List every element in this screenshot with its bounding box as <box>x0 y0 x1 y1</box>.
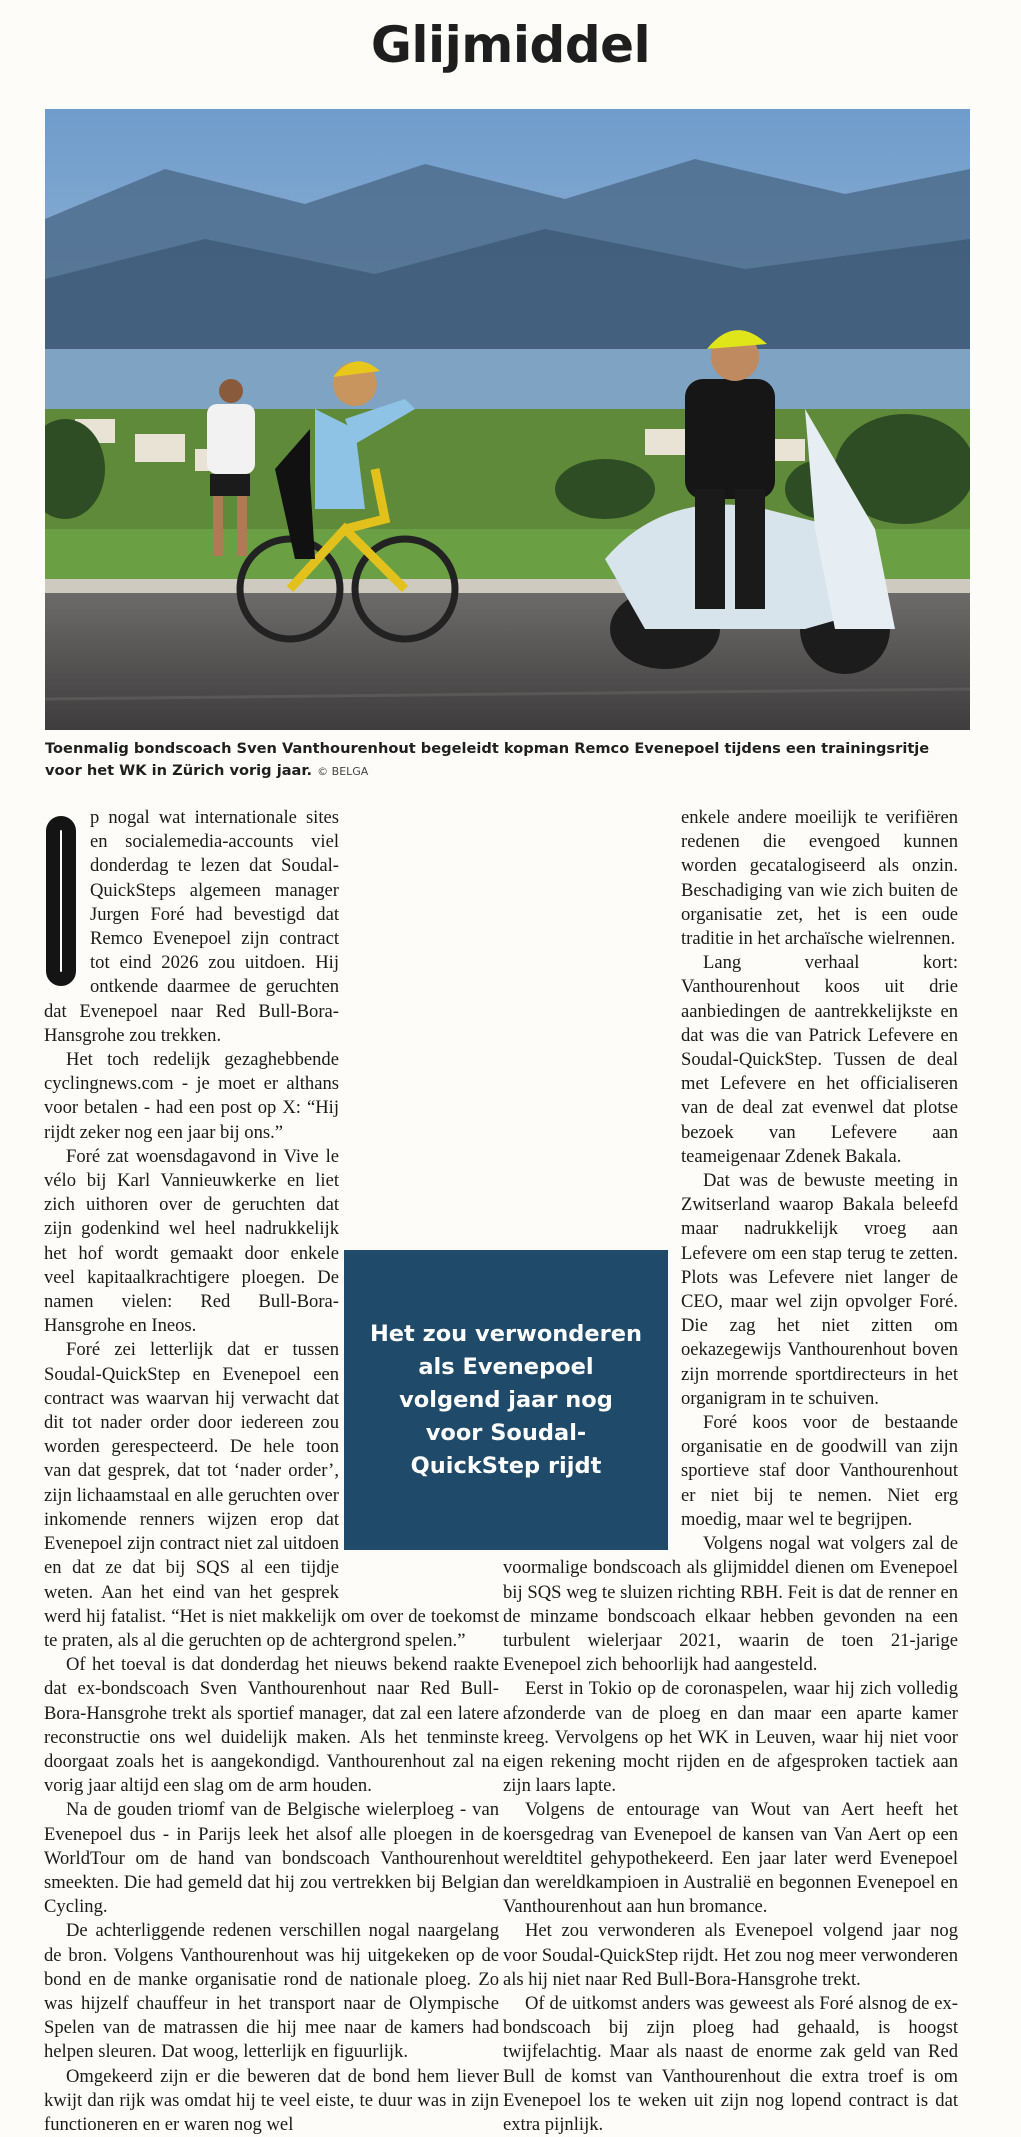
paragraph: p nogal wat internationale sites en socialemedia-accounts viel donderdag te lezen dat Soudal-QuickSteps algemeen manager Jurgen Foré had bevestigd dat Remco Evenepoel zijn contract tot eind 2026 zou uitdoen. Hij ontkende daarmee de geruchten dat Evenepoel naar Red Bull-Bora-Hansgrohe zou trekken. <box>44 807 339 1046</box>
paragraph: Foré zat woensdagavond in Vive le vélo bij Karl Vannieuwkerke en liet zich uithoren over de geruchten dat zijn godenkind wel heel nadrukkelijk het hof wordt gemaakt door enkele veel kapitaalkrachtigere ploegen. De namen vielen: Red Bull-Bora-Hansgrohe en Ineos. <box>44 1145 339 1337</box>
paragraph: enkele andere moeilijk te verifiëren redenen die evengoed kunnen worden gecatalogiseerd als onzin. Beschadiging van wie zich buiten de organisatie zet, het is een oude traditie in het archaïsche wielrennen. <box>681 807 958 950</box>
paragraph: Of het toeval is dat donderdag het nieuws bekend raakte dat ex-bondscoach Sven Vanthourenhout naar Red Bull-Bora-Hansgrohe trekt als sportief manager, dat zal een latere reconstructie ons wel duidelijk maken. Als het tenminste doorgaat zoals het is aangekondigd. Vanthourenhout zal na vorig jaar altijd een slag om de arm houden. <box>44 1654 499 1797</box>
caption-text: Toenmalig bondscoach Sven Vanthourenhout begeleidt kopman Remco Evenepoel tijdens een trainingsritje voor het WK in Zürich vorig jaar. <box>45 740 930 779</box>
photo-credit: © BELGA <box>317 765 369 778</box>
paragraph: Na de gouden triomf van de Belgische wielerploeg - van Evenepoel dus - in Parijs leek het alsof alle ploegen in de WorldTour om de hand van bondscoach Vanthourenhout smeekten. Die had gemeld dat hij zou vertrekken bij Belgian Cycling. <box>44 1799 499 1918</box>
paragraph: Foré koos voor de bestaande organisatie en de goodwill van zijn sportieve staf door Vanthourenhout er niet bij te nemen. Niet erg moedig, maar wel te begrijpen. <box>681 1412 958 1530</box>
paragraph: Het zou verwonderen als Evenepoel volgend jaar nog voor Soudal-QuickStep rijdt. Het zou nog meer verwonderen als hij niet naar Red Bull-Bora-Hansgrohe trekt. <box>503 1920 958 1990</box>
article-photo <box>45 109 970 730</box>
paragraph: De achterliggende redenen verschillen nogal naargelang de bron. Volgens Vanthourenhout was hij uitgekeken op de bond en de manke organisatie rond de nationale ploeg. Zo was hijzelf chauffeur in het transport naar de Olympische Spelen van de matrassen die hij mee naar de kamers had helpen sleuren. Dat woog, letterlijk en figuurlijk. <box>44 1920 499 2063</box>
paragraph: Volgens nogal wat volgers zal de voormalige bondscoach als glijmiddel dienen om Evenepoel bij SQS weg te sluizen richting RBH. Feit is dat de renner en de minzame bondscoach elkaar hebben gevonden na een turbulent wielerjaar 2021, waarin de toen 21-jarige Evenepoel zich behoorlijk had aangesteld. <box>503 1533 958 1676</box>
photo-illustration <box>45 109 970 730</box>
photo-caption <box>45 738 970 783</box>
dropcap-letter-o <box>46 816 76 986</box>
paragraph: Dat was de bewuste meeting in Zwitserland waarop Bakala beleefd maar nadrukkelijk vroeg aan Lefevere om een stap terug te zetten. Plots was Lefevere niet langer de CEO, maar wel zijn opvolger Foré. Die zag het niet zitten om oekazegewijs Vanthourenhout boven zijn morrende sportdirecteurs in het organigram in te schuiven. <box>681 1170 958 1409</box>
paragraph: Of de uitkomst anders was geweest als Foré alsnog de ex-bondscoach bij zijn ploeg had gehaald, is hoogst twijfelachtig. Maar als naast de enorme zak geld van Red Bull de komst van Vanthourenhout die extra troef is om Evenepoel los te weken uit zijn nog lopend contract is dat extra pijnlijk. <box>503 1992 958 2135</box>
paragraph: Eerst in Tokio op de coronaspelen, waar hij zich volledig afzonderde van de ploeg en dan maar een aparte kamer kreeg. Vervolgens op het WK in Leuven, waar hij niet voor eigen rekening mocht rijden en de afgesproken tactiek aan zijn laars lapte. <box>503 1678 958 1797</box>
paragraph: Foré zei letterlijk dat er tussen Soudal-QuickStep en Evenepoel een contract was waarvan hij verwacht dat dit tot nader order door iedereen zou worden gerespecteerd. De hele toon van dat gesprek, dat tot ‘nader order’, zijn lichaamstaal en alle geruchten over inkomende renners wijzen erop dat Evenepoel zijn contract niet zal uitdoen en dat ze dat bij SQS al een tijdje weten. Aan het eind van het gesprek werd hij fatalist. “Het is niet makkelijk om over de toekomst te praten, als al die geruchten op de achtergrond spelen.” <box>44 1339 499 1651</box>
pull-quote: Het zou verwonderen als Evenepoel volgend jaar nog voor Soudal-QuickStep rijdt <box>344 1250 668 1550</box>
paragraph: Het toch redelijk gezaghebbende cyclingnews.com - je moet er althans voor betalen - had een post op X: “Hij rijdt zeker nog een jaar bij ons.” <box>44 1049 339 1143</box>
paragraph: Volgens de entourage van Wout van Aert heeft het koersgedrag van Evenepoel de kansen van Van Aert op een wereldtitel gehypothekeerd. Een jaar later werd Evenepoel dan wereldkampioen in Australië en begonnen Evenepoel en Vanthourenhout aan hun bromance. <box>503 1799 958 1918</box>
headline: Glijmiddel <box>370 16 651 74</box>
paragraph: Lang verhaal kort: Vanthourenhout koos uit drie aanbiedingen de aantrekkelijkste en dat was die van Patrick Lefevere en Soudal-QuickStep. Tussen de deal met Lefevere en het officialiseren van de deal zat evenwel dat plotse bezoek van Lefevere aan teameigenaar Zdenek Bakala. <box>681 952 958 1167</box>
paragraph: Omgekeerd zijn er die beweren dat de bond hem liever kwijt dan rijk was omdat hij te veel eiste, te duur was in zijn functioneren en er waren nog wel <box>44 2065 499 2135</box>
